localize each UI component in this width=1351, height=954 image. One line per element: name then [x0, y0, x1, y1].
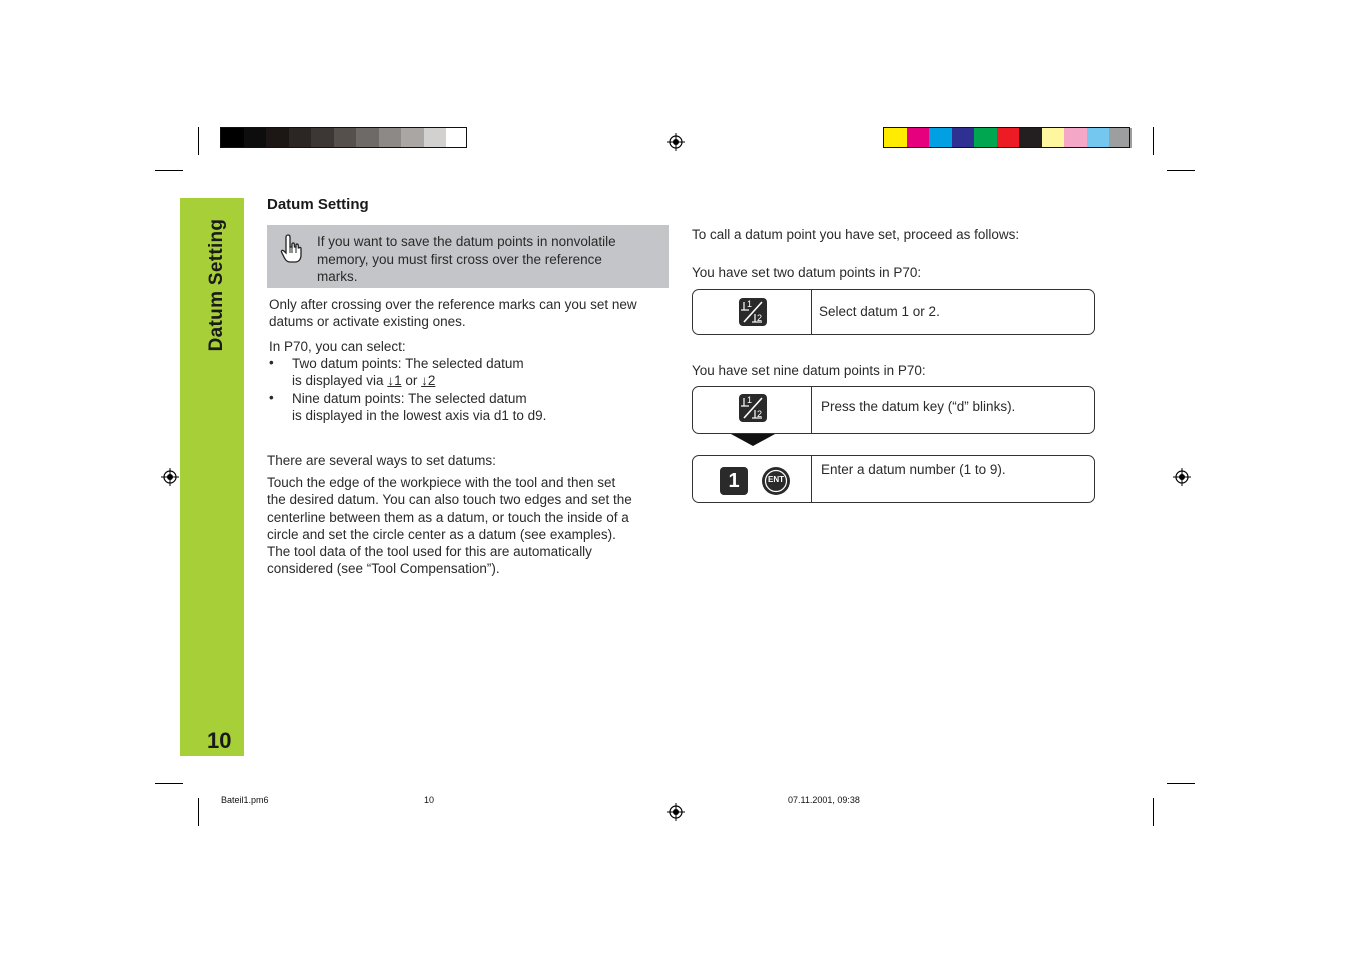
step-press-datum-key [692, 386, 1095, 434]
crop-mark [1153, 798, 1154, 826]
datum-key-top-label: 1 [747, 395, 753, 405]
paragraph-line: Only after crossing over the reference marks can you set new [269, 297, 637, 312]
call-datum-intro: To call a datum point you have set, proceed as follows: [692, 227, 1020, 242]
registration-mark-icon [667, 803, 685, 821]
paragraph-touch-edge [267, 474, 677, 578]
datum-key [739, 298, 767, 326]
registration-mark-icon [667, 133, 685, 151]
ways-intro: There are several ways to set datums: [267, 453, 496, 468]
datum-symbol-label: 1 [394, 373, 402, 389]
crop-mark [198, 127, 199, 155]
step-arrow-icon [731, 434, 775, 447]
datum-key-icon [739, 394, 767, 422]
footer-page: 10 [424, 795, 435, 805]
datum-key [739, 394, 767, 422]
note-line: marks. [317, 269, 358, 284]
datum-symbol-1: ↓1 [387, 373, 402, 389]
note-line: If you want to save the datum points in nonvolatile [317, 234, 616, 249]
step-instruction: Enter a datum number (1 to 9). [821, 462, 1006, 477]
crop-mark [1167, 170, 1195, 171]
crop-mark [155, 783, 183, 784]
page-number: 10 [207, 728, 232, 753]
datum-key-top-label: 1 [747, 299, 753, 309]
bullet-line [292, 372, 672, 389]
step-enter-datum-number [692, 455, 1095, 503]
section-heading: Datum Setting [267, 196, 369, 213]
footer-timestamp: 07.11.2001, 09:38 [788, 795, 860, 805]
registration-mark-icon [1173, 468, 1191, 486]
color-bar-frame [220, 127, 467, 148]
datum-key-bottom-label: 2 [757, 313, 763, 323]
step-divider [811, 290, 812, 334]
bullet-line: is displayed in the lowest axis via d1 to d9. [292, 408, 547, 424]
paragraph-line: circle and set the circle center as a datum (see examples). [267, 526, 616, 542]
crop-mark [1167, 783, 1195, 784]
datum-symbol-label: 2 [427, 373, 436, 389]
paragraph-line: centerline between them as a datum, or touch the inside of a [267, 509, 629, 525]
note-text [317, 233, 662, 286]
crop-mark [198, 798, 199, 826]
paragraph-line: Touch the edge of the workpiece with the tool and then set [267, 475, 616, 490]
bullet-text: or [401, 373, 422, 389]
bullet-marker: • [269, 355, 274, 370]
paragraph-line: the desired datum. You can also touch two edges and set the [267, 492, 632, 508]
crop-mark [1153, 127, 1154, 155]
bullet-two-datums [292, 355, 672, 390]
note-line: memory, you must first cross over the reference [317, 251, 602, 267]
number-key-label: 1 [728, 469, 740, 492]
step-divider [811, 456, 812, 502]
bullet-text: is displayed via [292, 373, 388, 389]
paragraph-line: The tool data of the tool used for this are automatically [267, 544, 592, 560]
sidebar-chapter-title: Datum Setting [206, 218, 227, 352]
paragraph-line: datums or activate existing ones. [269, 314, 466, 330]
step-select-datum [692, 289, 1095, 335]
color-bar-frame [883, 127, 1130, 148]
paragraph-reference-marks [269, 296, 679, 331]
step-instruction: Press the datum key (“d” blinks). [821, 399, 1016, 414]
nine-datums-label: You have set nine datum points in P70: [692, 363, 926, 378]
step-divider [811, 387, 812, 433]
number-key-1 [720, 467, 748, 495]
selection-intro: In P70, you can select: [269, 339, 406, 354]
note-box [267, 225, 669, 288]
bullet-line: Two datum points: The selected datum [292, 356, 524, 371]
ent-key-label: ENT [768, 475, 784, 484]
crop-mark [155, 170, 183, 171]
bullet-nine-datums [292, 390, 672, 425]
paragraph-line: considered (see “Tool Compensation”). [267, 561, 500, 577]
two-datums-label: You have set two datum points in P70: [692, 265, 922, 280]
footer-filename: Bateil1.pm6 [221, 795, 269, 805]
registration-mark-icon [161, 468, 179, 486]
step-instruction: Select datum 1 or 2. [819, 304, 940, 319]
datum-key-bottom-label: 2 [757, 409, 763, 419]
datum-key-icon [739, 298, 767, 326]
bullet-marker: • [269, 390, 274, 405]
datum-symbol-2: ↓2 [421, 373, 436, 389]
bullet-line: Nine datum points: The selected datum [292, 391, 527, 406]
pointing-hand-icon [279, 233, 303, 265]
